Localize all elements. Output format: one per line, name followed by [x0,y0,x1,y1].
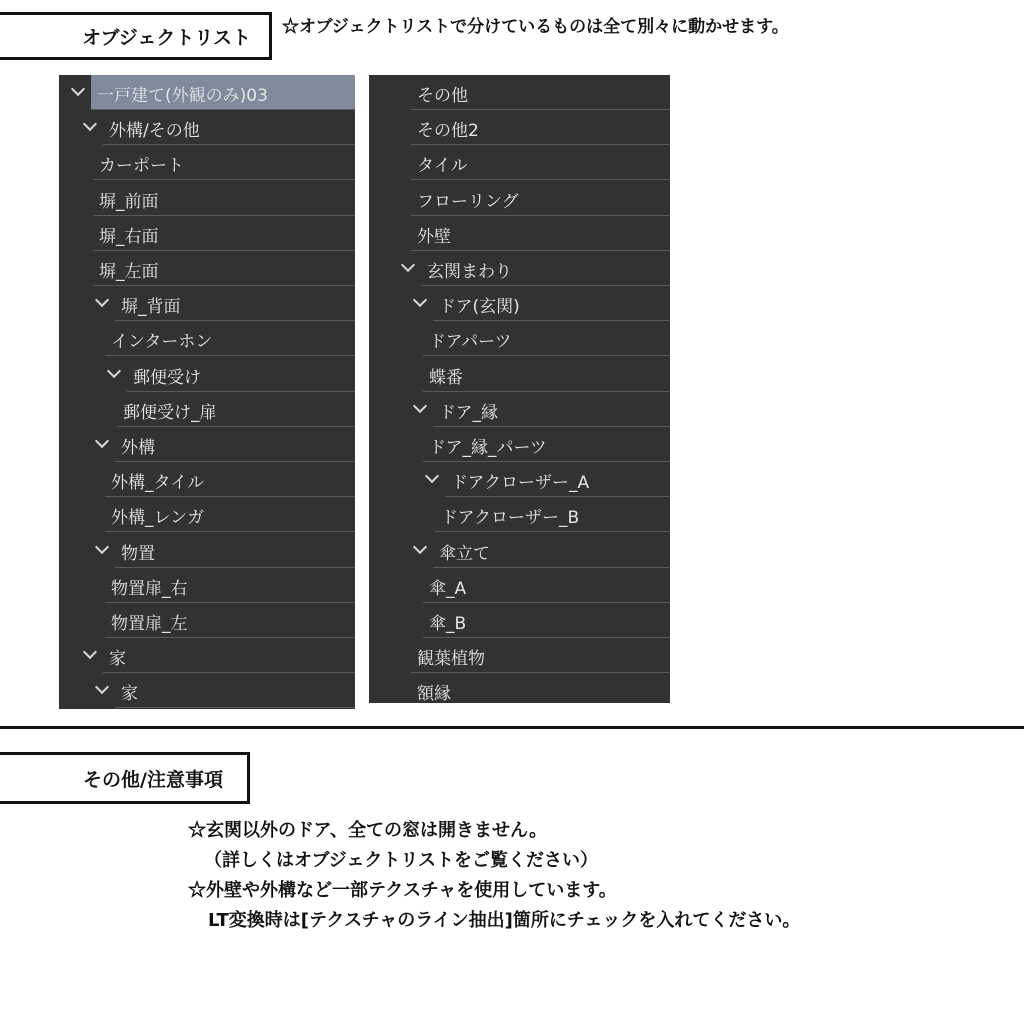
note-line-2: （詳しくはオブジェクトリストをご覧ください） [204,850,599,871]
tree-row[interactable] [369,181,670,216]
tree-row[interactable] [59,603,355,638]
tree-row[interactable] [59,392,355,427]
chevron-down-icon[interactable] [401,258,415,272]
note-line-1: ☆玄関以外のドア、全ての窓は開きません。 [188,820,548,841]
tree-row-label: 外構_タイル [111,473,205,494]
tree-row[interactable] [59,357,355,392]
tree-row-label: カーポート [99,156,184,177]
chevron-down-icon[interactable] [95,434,109,448]
chevron-down-icon[interactable] [95,680,109,694]
tree-row[interactable] [369,673,670,703]
chevron-down-icon[interactable] [83,645,97,659]
tree-row-label: 外構/その他 [109,121,200,142]
tree-row-label: ドア(玄関) [439,297,520,318]
object-list-heading-box [0,12,272,60]
notes-block [188,816,800,936]
tree-row[interactable] [369,251,670,286]
tree-row-label: その他2 [417,121,479,142]
tree-row[interactable] [369,145,670,180]
tree-row[interactable] [59,110,355,145]
tree-row[interactable] [369,427,670,462]
tree-row-label: 傘_A [429,578,467,599]
tree-row-label: 傘_B [429,614,467,634]
tree-row-label: 観葉植物 [417,649,485,670]
tree-row-label: 物置扉_左 [111,614,188,634]
tree-row-label: ドアクローザー_B [441,508,580,529]
chevron-down-icon[interactable] [425,469,439,483]
tree-row[interactable] [369,286,670,321]
tree-row-label: 外構_レンガ [111,508,205,529]
tree-row-label: 家 [121,684,138,705]
object-list-note: ☆オブジェクトリストで分けているものは全て別々に動かせます。 [282,17,789,37]
tree-row[interactable] [369,216,670,251]
tree-row[interactable] [59,638,355,673]
object-list-heading: オブジェクトリスト [82,26,251,49]
tree-row[interactable] [59,533,355,568]
tree-row[interactable] [59,145,355,180]
tree-row[interactable] [59,75,355,110]
tree-row-label: 玄関まわり [427,262,512,282]
row-separator [115,707,355,708]
tree-row[interactable] [369,75,670,110]
tree-row[interactable] [369,497,670,532]
tree-row-label: 物置 [121,543,155,564]
tree-row[interactable] [369,638,670,673]
tree-row[interactable] [369,110,670,145]
tree-row[interactable] [369,533,670,568]
tree-row-label: 塀_左面 [99,262,159,282]
chevron-down-icon[interactable] [95,293,109,307]
tree-row[interactable] [59,673,355,708]
tree-row-label: その他 [417,86,468,106]
tree-row[interactable] [369,568,670,603]
tree-row[interactable] [369,321,670,356]
tree-row-label: ドアクローザー_A [451,473,590,494]
other-notes-heading: その他/注意事項 [83,768,223,791]
object-tree-panel-left[interactable] [59,75,355,709]
tree-row-label: 外構 [121,438,155,458]
tree-row-label: フローリング [417,191,519,212]
chevron-down-icon[interactable] [95,540,109,554]
tree-row[interactable] [59,462,355,497]
chevron-down-icon[interactable] [413,540,427,554]
tree-row-label: ドア_縁_パーツ [429,438,547,458]
tree-row-label: 郵便受け [133,367,201,388]
tree-row-label: 塀_背面 [121,297,181,318]
tree-row-label: インターホン [111,332,213,353]
tree-row[interactable] [59,427,355,462]
tree-row[interactable] [369,392,670,427]
tree-row[interactable] [59,216,355,251]
section-divider [0,726,1024,729]
tree-row-label: 傘立て [439,543,490,564]
tree-row-label: ドア_縁 [439,402,498,423]
chevron-down-icon[interactable] [71,82,85,96]
tree-row[interactable] [59,321,355,356]
chevron-down-icon[interactable] [413,399,427,413]
tree-row[interactable] [59,251,355,286]
tree-row-label: 家 [109,649,126,670]
chevron-down-icon[interactable] [107,364,121,378]
tree-row-label: タイル [417,156,468,177]
tree-row-label: 蝶番 [429,367,463,388]
tree-row[interactable] [369,603,670,638]
tree-row-label: ドアパーツ [429,332,512,353]
tree-row-label: 物置扉_右 [111,578,188,599]
tree-row[interactable] [369,357,670,392]
chevron-down-icon[interactable] [83,117,97,131]
tree-row[interactable] [369,462,670,497]
tree-row-label: 郵便受け_扉 [123,402,217,423]
tree-row-label: 額縁 [417,684,451,703]
tree-row-label: 外壁 [417,226,451,247]
tree-row-label: 塀_前面 [99,191,159,212]
tree-row[interactable] [59,181,355,216]
tree-row[interactable] [59,497,355,532]
chevron-down-icon[interactable] [413,293,427,307]
other-notes-heading-box [0,752,250,804]
note-line-3: ☆外壁や外構など一部テクスチャを使用しています。 [188,880,617,901]
tree-row-label: 塀_右面 [99,226,159,247]
object-tree-panel-right[interactable] [369,75,670,703]
tree-row[interactable] [59,568,355,603]
note-line-4: LT変換時は[テクスチャのライン抽出]箇所にチェックを入れてください。 [208,910,801,931]
tree-row[interactable] [59,286,355,321]
tree-row-label: 一戸建て(外観のみ)03 [97,86,268,106]
